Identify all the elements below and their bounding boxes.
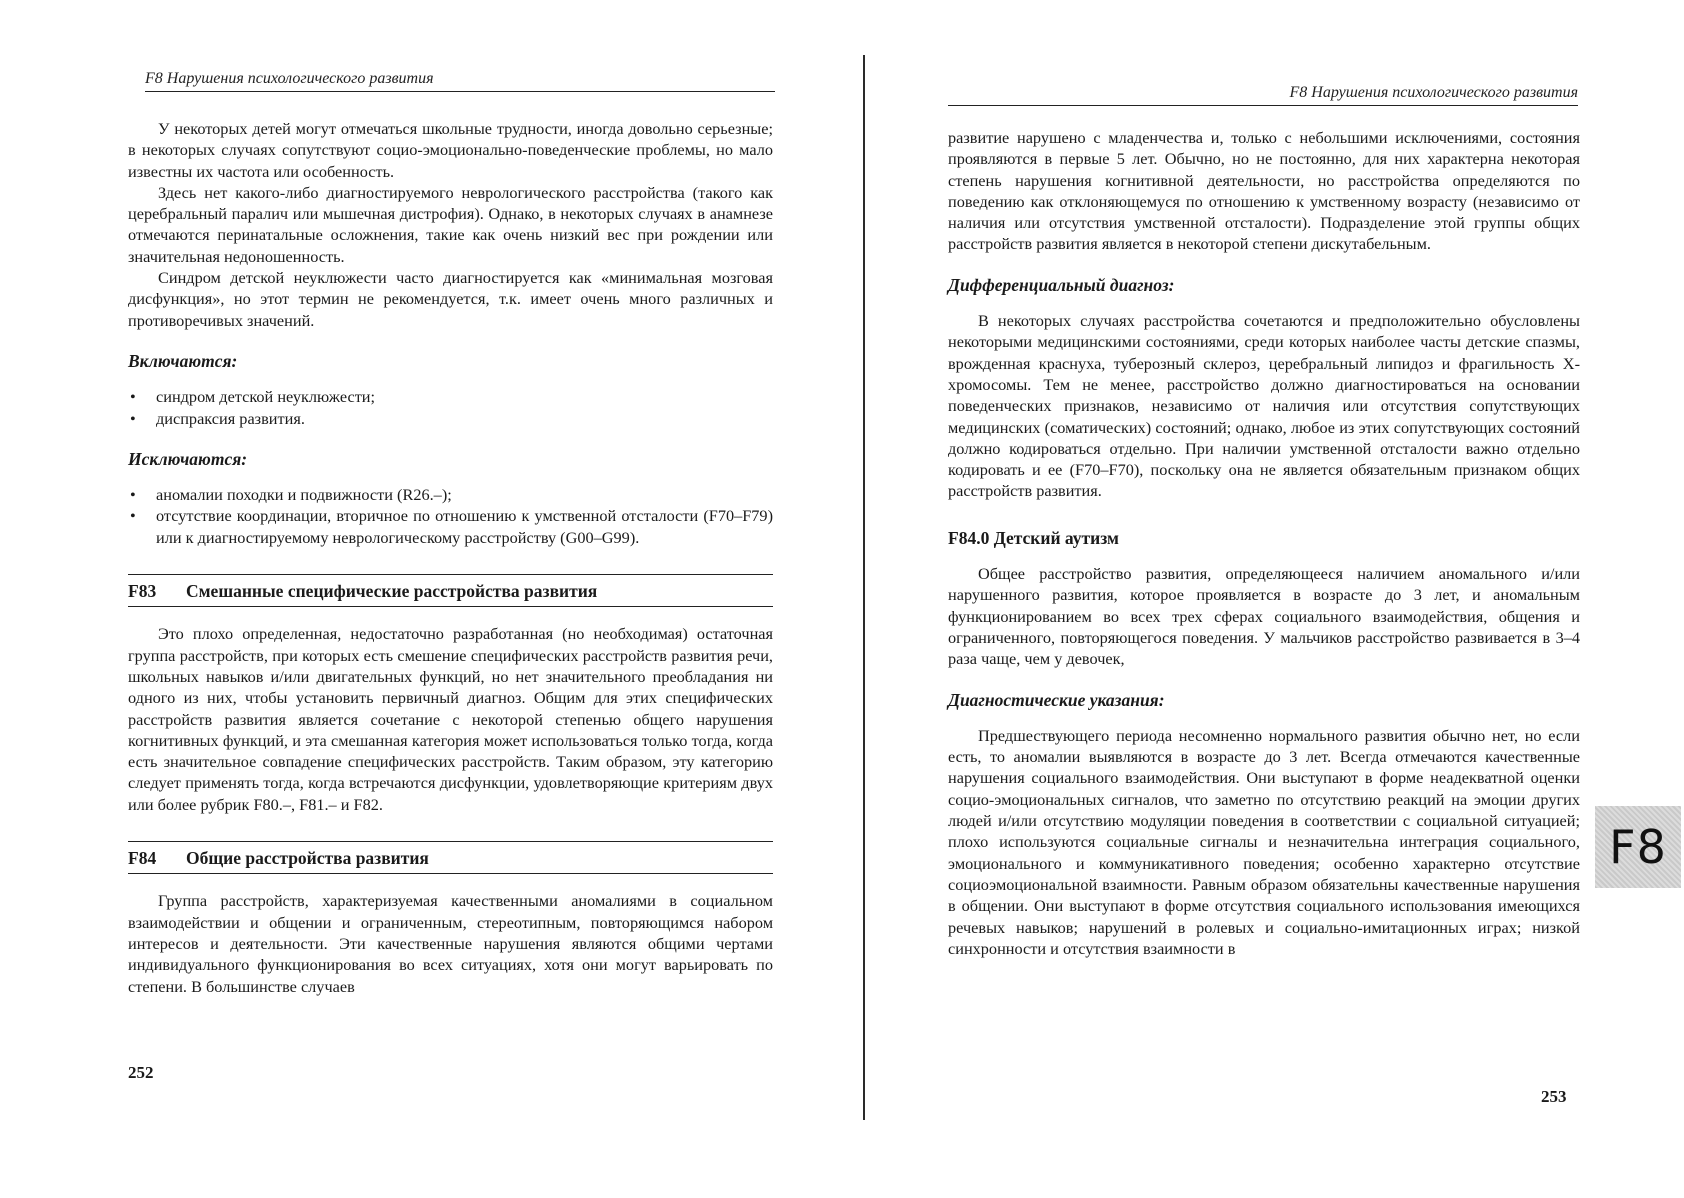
section-code: F84 xyxy=(128,848,157,869)
book-gutter xyxy=(863,55,865,1120)
running-head-right: F8 Нарушения психологического развития xyxy=(948,84,1578,106)
chapter-tab xyxy=(1595,806,1681,888)
body-paragraph: Группа расстройств, характеризуемая качественными аномалиями в социальном взаимодействии и общении и ограниченным, стереотипным, повторяющимся набором интересов и деятельности. Эти качественные нарушения являются общими чертами индивидуального функционирования во всех ситуациях, хотя они могут варьировать по степени. В большинстве случаев xyxy=(128,891,773,996)
differential-diagnosis-heading: Дифференциальный диагноз: xyxy=(948,274,1175,295)
body-paragraph: Общее расстройство развития, определяющееся наличием аномального и/или нарушенного развития, которое проявляется в возрасте до 3 лет, и аномальным функционированием во всех трех сферах социального взаимодействия, общения и ограниченного, повторяющегося поведения. У мальчиков расстройство развивается в 3–4 раза чаще, чем у девочек, xyxy=(948,564,1580,669)
diagnostic-guidelines-heading: Диагностические указания: xyxy=(948,689,1165,710)
body-paragraph: Предшествующего периода несомненно нормального развития обычно нет, но если есть, то аномалии выявляются в возрасте до 3 лет. Всегда отмечаются качественные нарушения социального взаимодействия. Они выступают в форме неадекватной оценки социо-эмоциональных сигналов, что заметно по отсутствию реакций на эмоции других людей и/или отсутствию модуляции поведения в соответствии с социальной ситуацией; плохо используются социальные сигналы и незначительна интеграция социального, эмоционального и коммуникативного поведения; особенно характерно отсутствие социоэмоциональной взаимности. Равным образом обязательны качественные нарушения в общении. Они выступают в форме отсутствия социального использования имеющихся речевых навыков; нарушений в ролевых и социально-имитационных играх; низкой синхронности и отсутствия взаимности в xyxy=(948,725,1580,958)
section-title: Смешанные специфические расстройства развития xyxy=(186,581,598,602)
list-item: • синдром детской неуклюжести; xyxy=(128,386,773,407)
body-paragraph: Здесь нет какого-либо диагностируемого неврологического расстройства (такого как церебральный паралич или мышечная дистрофия). Однако, в некоторых случаях в анамнезе отмечаются перинатальные осложнения, такие как очень низкий вес при рождении или значительная недоношенность. xyxy=(128,182,773,266)
page-number-right: 253 xyxy=(1541,1087,1567,1106)
includes-list xyxy=(128,386,773,429)
section-heading-f83 xyxy=(128,574,773,607)
list-item: • аномалии походки и подвижности (R26.–); xyxy=(128,484,773,505)
list-item: • отсутствие координации, вторичное по отношению к умственной отсталости (F70–F79) или к диагностируемому неврологическому расстройству (G00–G99). xyxy=(128,505,773,548)
body-paragraph: развитие нарушено с младенчества и, только с небольшими исключениями, состояния проявляются в первые 5 лет. Обычно, но не постоянно, для них характерна некоторая степень нарушения когнитивной деятельности, но расстройства определяются по поведению как отклоняющемуся по отношению к умственному возрасту (независимо от наличия или отсутствия умственной отсталости). Подразделение этой группы общих расстройств развития является в некоторой степени дискутабельным. xyxy=(948,128,1580,254)
body-paragraph: В некоторых случаях расстройства сочетаются и предположительно обусловлены некоторыми медицинскими состояниями, среди которых наиболее часты детские спазмы, врожденная краснуха, туберозный склероз, церебральный липидоз и фрагильность X-хромосомы. Тем не менее, расстройство должно диагностироваться на основании поведенческих признаков, независимо от наличия или отсутствия сопутствующих медицинских (соматических) состояний; однако, любое из этих сопутствующих состояний должно кодироваться отдельно. При наличии умственной отсталости важно отдельно кодировать и ее (F70–F70), поскольку она не является обязательным признаком общих расстройств развития. xyxy=(948,311,1580,501)
page-number-left: 252 xyxy=(128,1063,154,1082)
chapter-tab-label: F8 xyxy=(1609,820,1667,874)
running-head-left: F8 Нарушения психологического развития xyxy=(145,70,775,92)
right-page xyxy=(868,0,1684,1198)
body-paragraph: Синдром детской неуклюжести часто диагностируется как «минимальная мозговая дисфункция», но этот термин не рекомендуется, т.к. имеет очень много различных и противоречивых значений. xyxy=(128,268,773,330)
section-code: F83 xyxy=(128,581,157,602)
section-heading-f84-0: F84.0 Детский аутизм xyxy=(948,527,1119,548)
body-paragraph: У некоторых детей могут отмечаться школьные трудности, иногда довольно серьезные; в некоторых случаях сопутствуют социо-эмоционально-поведенческие проблемы, но мало известны их частота или особенность. xyxy=(128,119,773,181)
section-title: Общие расстройства развития xyxy=(186,848,429,869)
left-page-body xyxy=(128,118,773,997)
list-item: • диспраксия развития. xyxy=(128,408,773,429)
section-heading-f84 xyxy=(128,841,773,874)
body-paragraph: Это плохо определенная, недостаточно разработанная (но необходимая) остаточная группа расстройств, при которых есть смешение специфических расстройств развития речи, школьных навыков и/или двигательных функций, но нет значительного преобладания ни одного из них, чтобы установить первичный диагноз. Общим для этих специфических расстройств развития является сочетание с некоторой степенью общего нарушения когнитивных функций, и эта смешанная категория может использоваться только тогда, когда есть значительное совпадение специфических расстройств. Таким образом, эту категорию следует применять тогда, когда встречаются дисфункции, удовлетворяющие критериям двух или более рубрик F80.–, F81.– и F82. xyxy=(128,624,773,814)
excludes-heading: Исключаются: xyxy=(128,448,248,469)
includes-heading: Включаются: xyxy=(128,350,238,371)
right-page-body xyxy=(948,127,1580,959)
excludes-list xyxy=(128,484,773,548)
